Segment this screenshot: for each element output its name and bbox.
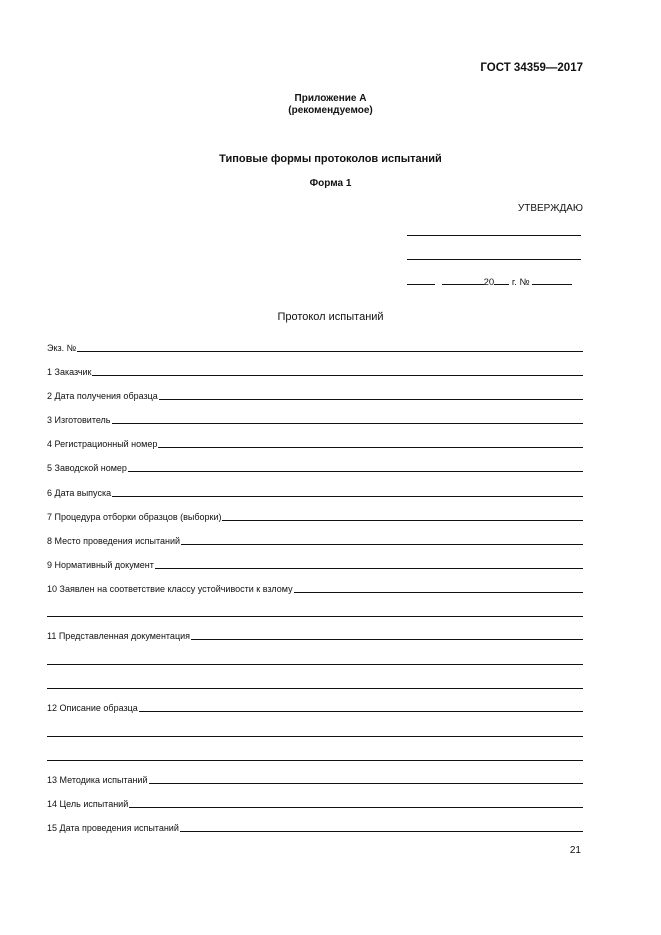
field-manufacturer	[47, 412, 583, 425]
fill-line	[180, 831, 583, 832]
form-label: Форма 1	[309, 178, 352, 189]
field-label: 15 Дата проведения испытаний	[47, 823, 179, 833]
field-label: 6 Дата выпуска	[47, 488, 112, 498]
day-blank	[407, 275, 435, 285]
field-label: 7 Процедура отборки образцов (выборки)	[47, 512, 222, 522]
fill-line	[77, 351, 583, 352]
fill-line	[191, 639, 583, 640]
field-declared-class	[47, 581, 583, 594]
field-test-method	[47, 772, 583, 785]
field-serial-number	[47, 460, 583, 473]
approval-date-line	[407, 275, 584, 288]
fill-line	[294, 592, 583, 593]
field-sample-description	[47, 700, 583, 713]
fill-line	[47, 736, 583, 737]
fill-line	[222, 520, 583, 521]
fill-line	[139, 711, 583, 712]
fill-line	[181, 544, 583, 545]
year-prefix: 20	[483, 277, 495, 288]
fill-line	[149, 783, 584, 784]
field-test-purpose	[47, 796, 583, 809]
field-sampling-procedure	[47, 509, 583, 522]
section-title: Типовые формы протоколов испытаний	[219, 153, 442, 165]
field-registration-number	[47, 436, 583, 449]
field-release-date	[47, 485, 583, 498]
field-label: 5 Заводской номер	[47, 463, 127, 473]
field-test-location	[47, 533, 583, 546]
field-label: 10 Заявлен на соответствие классу устойчивости к взлому	[47, 584, 293, 594]
standard-number: ГОСТ 34359—2017	[480, 62, 583, 74]
fill-line	[112, 496, 583, 497]
field-test-date	[47, 820, 583, 833]
field-label: 2 Дата получения образца	[47, 391, 158, 401]
month-blank	[442, 275, 484, 285]
fill-line	[47, 616, 583, 617]
field-submitted-documentation	[47, 628, 583, 641]
field-label: 14 Цель испытаний	[47, 799, 129, 809]
number-label: г. №	[511, 277, 530, 288]
fill-line	[47, 760, 583, 761]
annex-subtitle: (рекомендуемое)	[288, 105, 373, 116]
field-label: 13 Методика испытаний	[47, 775, 148, 785]
approval-name-line	[407, 259, 581, 260]
field-normative-document	[47, 557, 583, 570]
approval-label: УТВЕРЖДАЮ	[517, 203, 583, 214]
fill-line	[47, 664, 583, 665]
field-copy-number	[47, 340, 583, 353]
field-label: 3 Изготовитель	[47, 415, 111, 425]
fill-line	[128, 471, 583, 472]
field-label: 1 Заказчик	[47, 367, 92, 377]
field-label: 4 Регистрационный номер	[47, 439, 158, 449]
fill-line	[92, 375, 583, 376]
field-sample-receipt-date	[47, 388, 583, 401]
approval-signature-line	[407, 235, 581, 236]
field-customer	[47, 364, 583, 377]
field-label: 11 Представленная документация	[47, 631, 190, 641]
annex-title: Приложение А	[294, 93, 367, 104]
fill-line	[129, 807, 583, 808]
year-blank	[494, 275, 509, 285]
field-label: 12 Описание образца	[47, 703, 138, 713]
fill-line	[112, 423, 584, 424]
fill-line	[155, 568, 583, 569]
protocol-title: Протокол испытаний	[277, 311, 384, 323]
annex-heading	[0, 93, 661, 117]
field-label: 9 Нормативный документ	[47, 560, 154, 570]
field-label: 8 Место проведения испытаний	[47, 536, 181, 546]
fill-line	[158, 447, 583, 448]
fill-line	[47, 688, 583, 689]
field-label: Экз. №	[47, 343, 77, 353]
page-number: 21	[569, 845, 581, 856]
fill-line	[159, 399, 583, 400]
number-blank	[532, 275, 572, 285]
